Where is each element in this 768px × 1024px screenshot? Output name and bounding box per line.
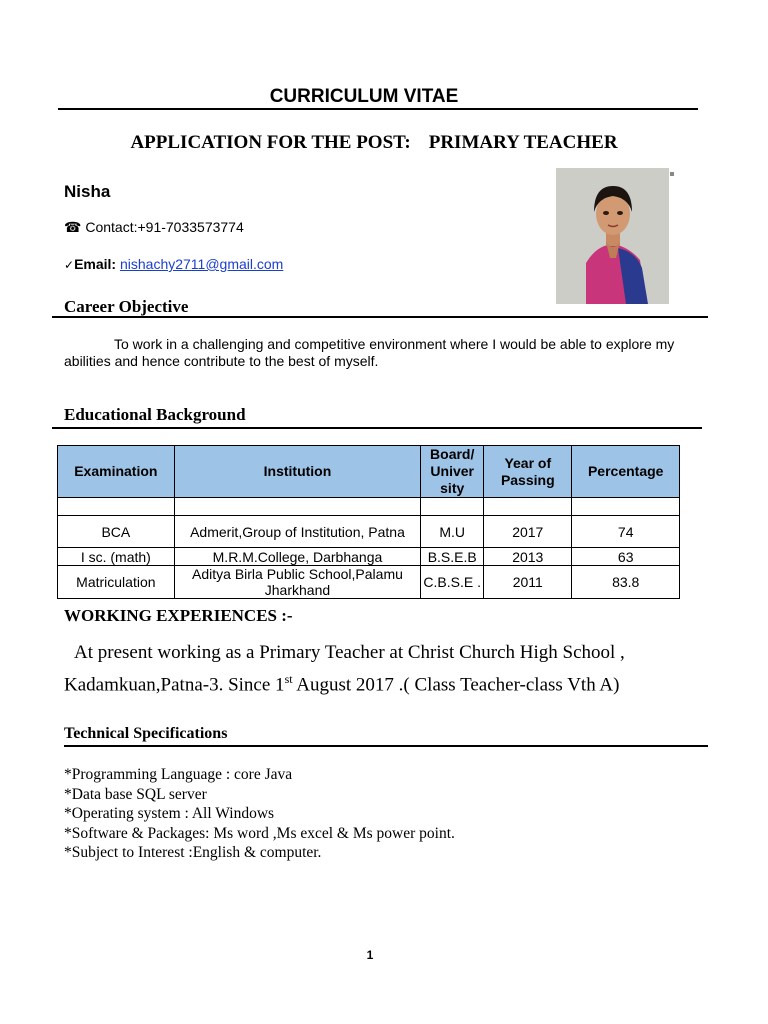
col-year: Year of Passing bbox=[484, 446, 572, 498]
portrait-illustration bbox=[556, 168, 669, 304]
contact-line bbox=[64, 219, 244, 236]
technical-rule bbox=[64, 745, 708, 747]
email-line bbox=[64, 256, 283, 272]
cell-year: 2013 bbox=[484, 548, 572, 566]
cell-year: 2017 bbox=[484, 516, 572, 548]
col-percentage: Percentage bbox=[572, 446, 680, 498]
email-label: Email: bbox=[74, 256, 117, 272]
table-row bbox=[58, 548, 680, 566]
cell-examination: I sc. (math) bbox=[58, 548, 175, 566]
career-objective-heading: Career Objective bbox=[64, 297, 189, 316]
cell-board: C.B.S.E . bbox=[421, 566, 484, 599]
profile-photo bbox=[556, 168, 669, 304]
work-superscript: st bbox=[284, 672, 293, 686]
cell-percentage: 74 bbox=[572, 516, 680, 548]
table-row bbox=[58, 566, 680, 599]
education-rule bbox=[52, 427, 702, 429]
mouse-icon: ✓ bbox=[64, 258, 75, 272]
work-text-after: August 2017 .( Class Teacher-class Vth A) bbox=[292, 674, 620, 696]
cell-percentage: 83.8 bbox=[572, 566, 680, 599]
col-board: Board/ Univer sity bbox=[421, 446, 484, 498]
contact-value: +91-7033573774 bbox=[137, 219, 244, 235]
work-text bbox=[64, 640, 724, 698]
contact-label: Contact: bbox=[85, 219, 138, 235]
title-rule bbox=[58, 108, 698, 110]
col-institution: Institution bbox=[174, 446, 421, 498]
work-heading: WORKING EXPERIENCES :- bbox=[64, 606, 293, 625]
application-label: APPLICATION FOR THE POST: bbox=[130, 132, 411, 153]
cell-institution: Admerit,Group of Institution, Patna bbox=[174, 516, 421, 548]
technical-heading: Technical Specifications bbox=[64, 725, 228, 742]
technical-list bbox=[64, 765, 455, 863]
cell-board: B.S.E.B bbox=[421, 548, 484, 566]
list-item: *Programming Language : core Java bbox=[64, 766, 293, 783]
list-item: *Software & Packages: Ms word ,Ms excel & Ms power point. bbox=[64, 824, 455, 842]
cell-institution: M.R.M.College, Darbhanga bbox=[174, 548, 421, 566]
education-heading: Educational Background bbox=[64, 405, 246, 424]
education-table bbox=[57, 445, 680, 599]
application-line bbox=[0, 132, 748, 154]
list-item: *Data base SQL server bbox=[64, 785, 207, 803]
table-spacer-row bbox=[58, 498, 680, 516]
candidate-name: Nisha bbox=[64, 182, 111, 201]
career-objective-body: To work in a challenging and competitive environment where I would be able to explore my abilities and hence contribute to the best of myself. bbox=[64, 336, 675, 369]
col-examination: Examination bbox=[58, 446, 175, 498]
career-objective-rule bbox=[52, 316, 708, 318]
cell-year: 2011 bbox=[484, 566, 572, 599]
list-item: *Subject to Interest :English & computer. bbox=[64, 844, 322, 861]
work-text-before: At present working as a Primary Teacher at Christ Church High School , Kadamkuan,Patna-3. Since 1 bbox=[64, 642, 625, 696]
post-title: PRIMARY TEACHER bbox=[428, 132, 618, 153]
career-objective-text bbox=[64, 336, 684, 370]
list-item: *Operating system : All Windows bbox=[64, 805, 275, 822]
document-title: CURRICULUM VITAE bbox=[269, 86, 459, 107]
cell-institution: Aditya Birla Public School,Palamu Jharkhand bbox=[174, 566, 421, 599]
phone-icon: ☎ bbox=[64, 219, 82, 235]
cell-examination: Matriculation bbox=[58, 566, 175, 599]
table-header-row bbox=[58, 446, 680, 498]
email-link[interactable]: nishachy2711@gmail.com bbox=[119, 256, 284, 272]
cell-examination: BCA bbox=[58, 516, 175, 548]
page-number: 1 bbox=[366, 948, 374, 962]
cell-board: M.U bbox=[421, 516, 484, 548]
photo-mark bbox=[670, 172, 674, 176]
table-row bbox=[58, 516, 680, 548]
cell-percentage: 63 bbox=[572, 548, 680, 566]
